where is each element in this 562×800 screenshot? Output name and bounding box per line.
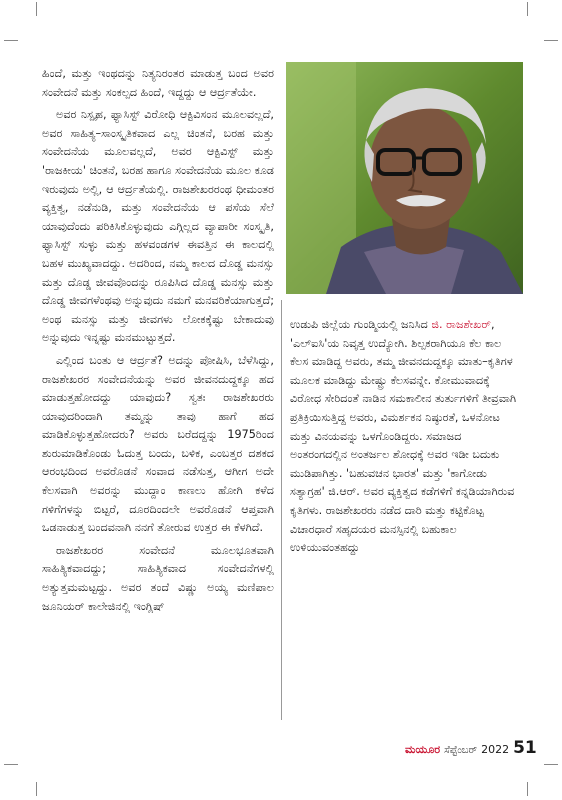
author-name: ಜಿ. ರಾಜಶೇಖರ್ xyxy=(431,318,491,331)
crop-mark xyxy=(4,40,18,41)
issue-year: 2022 xyxy=(481,743,510,756)
paragraph: ರಾಜಶೇಖರರ ಸಂವೇದನೆ ಮೂಲಭೂತವಾಗಿ ಸಾಹಿತ್ಯಿಕವಾದದ್ದು; ಸಾಹಿತ್ಯಿಕವಾದ ಸಂವೇದನೆಗಳಲ್ಲಿ ಅತ್ಯುತ್ತಮಮಟ್ಟದ್ದು. ಅವರ ತಂದೆ ವಿಷ್ಣು ಅಯ್ಯ ಮಣಿಪಾಲ ಜೂನಿಯರ್ ಕಾಲೇಜಿನಲ್ಲಿ ಇಂಗ್ಲಿಷ್ xyxy=(42,543,274,613)
paragraph: ಹಿಂದೆ, ಮತ್ತು ಇಂಥದನ್ನು ನಿತ್ಯನಿರಂತರ ಮಾಡುತ್ತ ಬಂದ ಅವರ ಸಂವೇದನೆ ಮತ್ತು ಸಂಕಲ್ಪದ ಹಿಂದೆ, ಇದ್ದದ್ದು ಆ ಆರ್ದ್ರತೆಯೇ. xyxy=(42,67,274,99)
paragraph: ಎಲ್ಲಿಂದ ಬಂತು ಆ ಆರ್ದ್ರತೆ? ಅದನ್ನು ಪೋಷಿಸಿ, ಬೆಳೆಸಿದ್ದು, ರಾಜಶೇಖರರ ಸಂವೇದನೆಯನ್ನು ಅವರ ಜೀವನದುದ್ದಕ್ಕೂ ಹದ ಮಾಡುತ್ತಹೋದದ್ದು ಯಾವುದು? ಸ್ವತಃ ರಾಜಶೇಖರರು ಯಾವುದರಿಂದಾಗಿ ತಮ್ಮನ್ನು ತಾವು ಹಾಗೆ ಹದ ಮಾಡಿಕೊಳ್ಳುತ್ತಹೋದರು? ಅವರು ಬರೆದದ್ದನ್ನು 1975ರಿಂದ ಶುರುಮಾಡಿಕೊಂಡು ಓದುತ್ತ ಬಂದು, ಬಳಿಕ, ಎಂಬತ್ತರ ದಶಕದ ಆರಂಭದಿಂದ ಅವರೊಡನೆ ಸಂವಾದ ನಡೆಸುತ್ತ, ಆಗೀಗ ಅದೇ ಕೆಲಸವಾಗಿ ಅವರನ್ನು ಮುದ್ದಾಂ ಕಾಣಲು ಹೋಗಿ ಕಳೆದ ಗಳಿಗೆಗಳನ್ನು ಬಿಟ್ಟರೆ, ದೂರದಿಂದಲೇ ಅವರೊಡನೆ ಆಪ್ತವಾಗಿ ಒಡನಾಡುತ್ತ ಬಂದವನಾಗಿ ನನಗೆ ತೋರುವ ಉತ್ತರ ಈ ಕೆಳಗಿದೆ. xyxy=(42,353,274,535)
left-column xyxy=(42,65,274,620)
issue-month: ಸೆಪ್ಟೆಂಬರ್ xyxy=(444,745,478,756)
crop-mark xyxy=(4,764,18,765)
portrait-photo-icon xyxy=(286,62,523,294)
page-footer xyxy=(405,738,537,758)
bio-intro: ಉಡುಪಿ ಜಿಲ್ಲೆಯ ಗುಂಡ್ಮಿಯಲ್ಲಿ ಜನಿಸಿದ xyxy=(290,318,432,331)
crop-mark xyxy=(527,2,528,16)
crop-mark xyxy=(544,764,558,765)
author-bio xyxy=(290,316,522,558)
crop-mark xyxy=(527,782,528,796)
portrait-photo xyxy=(286,62,523,294)
paragraph: ಅವರ ನಿಸ್ಪೃಹ, ಫ್ಯಾಸಿಸ್ಟ್ ವಿರೋಧಿ ಆಕ್ಟಿವಿಸಂನ ಮೂಲವಲ್ಲದೆ, ಅವರ ಸಾಹಿತ್ಯ–ಸಾಂಸ್ಕೃತಿಕವಾದ ಎಲ್ಲ ಚಿಂತನೆ, ಬರಹ ಮತ್ತು ಸಂವೇದನೆಯ ಮೂಲವಲ್ಲದೆ, ಅವರ ಆಕ್ಟಿವಿಸ್ಟ್ ಮತ್ತು 'ರಾಜಕೀಯ' ಚಿಂತನೆ, ಬರಹ ಹಾಗೂ ಸಂವೇದನೆಯ ಮೂಲ ಕೂಡ ಇರುವುದು ಅಲ್ಲಿ, ಆ ಆರ್ದ್ರತೆಯಲ್ಲಿ. ರಾಜಶೇಖರರಂಥ ಧೀಮಂತರ ವ್ಯಕ್ತಿತ್ವ, ನಡೆನುಡಿ, ಮತ್ತು ಸಂವೇದನೆಯ ಆ ಪಸೆಯ ಸೆಲೆ ಯಾವುದೆಂದು ಪರಿಕಿಸಿಕೊಳ್ಳುವುದು ಎಗ್ಗಿಲ್ಲದ ವ್ಯಾಪಾರೀ ಸಂಸ್ಕೃತಿ, ಫ್ಯಾಸಿಸ್ಟ್ ಸುಳ್ಳು ಮತ್ತು ಹಳವಂಡಗಳ ಈವತ್ತಿನ ಈ ಕಾಲದಲ್ಲಿ ಬಹಳ ಮುಖ್ಯವಾದದ್ದು. ಅದರಿಂದ, ನಮ್ಮ ಕಾಲದ ದೊಡ್ಡ ಮನಸ್ಸು ಮತ್ತು ದೊಡ್ಡ ಜೀವವೊಂದನ್ನು ರೂಪಿಸಿದ ದೊಡ್ಡ ಮನಸ್ಸು ಮತ್ತು ದೊಡ್ಡ ಜೀವಗಳೆಂಥವು ಅನ್ನುವುದು ನಮಗೆ ಮನವರಿಕೆಯಾಗುತ್ತದೆ; ಅಂಥ ಮನಸ್ಸು ಮತ್ತು ಜೀವಗಳು ಲೋಕಕ್ಕೆಷ್ಟು ಬೇಕಾದುವು ಅನ್ನುವುದು ಇನ್ನಷ್ಟು ಮನಮುಟ್ಟುತ್ತದೆ. xyxy=(42,108,274,345)
crop-mark xyxy=(544,40,558,41)
page-number: 51 xyxy=(513,738,537,758)
bio-body: , 'ಎಲ್‌ಐಸಿ'ಯ ನಿವೃತ್ತ ಉದ್ಯೋಗಿ. ಶಿಲ್ಪಕರಾಗಿಯೂ ಕೆಲ ಕಾಲ ಕೆಲಸ ಮಾಡಿದ್ದ ಅವರು, ತಮ್ಮ ಜೀವನದುದ್ದಕ್ಕೂ ಮಾತು–ಕೃತಿಗಳ ಮೂಲಕ ಮಾಡಿದ್ದು ಮೇಷ್ಟ್ರು ಕೆಲಸವನ್ನೇ. ಕೋಮುವಾದಕ್ಕೆ ವಿರೋಧ ಸೇರಿದಂತೆ ನಾಡಿನ ಸಮಕಾಲೀನ ತುರ್ತುಗಳಿಗೆ ತೀವ್ರವಾಗಿ ಪ್ರತಿಕ್ರಿಯಿಸುತ್ತಿದ್ದ ಅವರು, ವಿಮರ್ಶಕನ ನಿಷ್ಠುರತೆ, ಒಳನೋಟ ಮತ್ತು ವಿನಯವನ್ನು ಒಳಗೊಂಡಿದ್ದರು. ಸಮಾಜದ ಅಂತರಂಗದಲ್ಲಿನ ಅಂತರ್ಜಲ ಶೋಧಕ್ಕೆ ಅವರ ಇಡೀ ಬದುಕು ಮುಡಿಪಾಗಿತ್ತು. 'ಬಹುವಚನ ಭಾರತ' ಮತ್ತು 'ಕಾಗೋಡು ಸತ್ಯಾಗ್ರಹ' ಜಿ.ಆರ್. ಅವರ ವ್ಯಕ್ತಿತ್ವದ ಕಡೆಗಳಿಗೆ ಕನ್ನಡಿಯಾಗಿರುವ ಕೃತಿಗಳು. ರಾಜಶೇಖರರು ನಡೆದ ದಾರಿ ಮತ್ತು ಕಟ್ಟಿಕೊಟ್ಟ ವಿಚಾರಧಾರೆ ಸಹೃದಯರ ಮನಸ್ಸಿನಲ್ಲಿ ಬಹುಕಾಲ ಉಳಿಯುವಂತಹದ್ದು xyxy=(290,318,517,555)
magazine-logo: ಮಯೂರ xyxy=(405,743,441,756)
crop-mark xyxy=(36,782,37,796)
crop-mark xyxy=(36,2,37,16)
column-divider xyxy=(281,300,282,720)
bio-text xyxy=(290,316,522,558)
